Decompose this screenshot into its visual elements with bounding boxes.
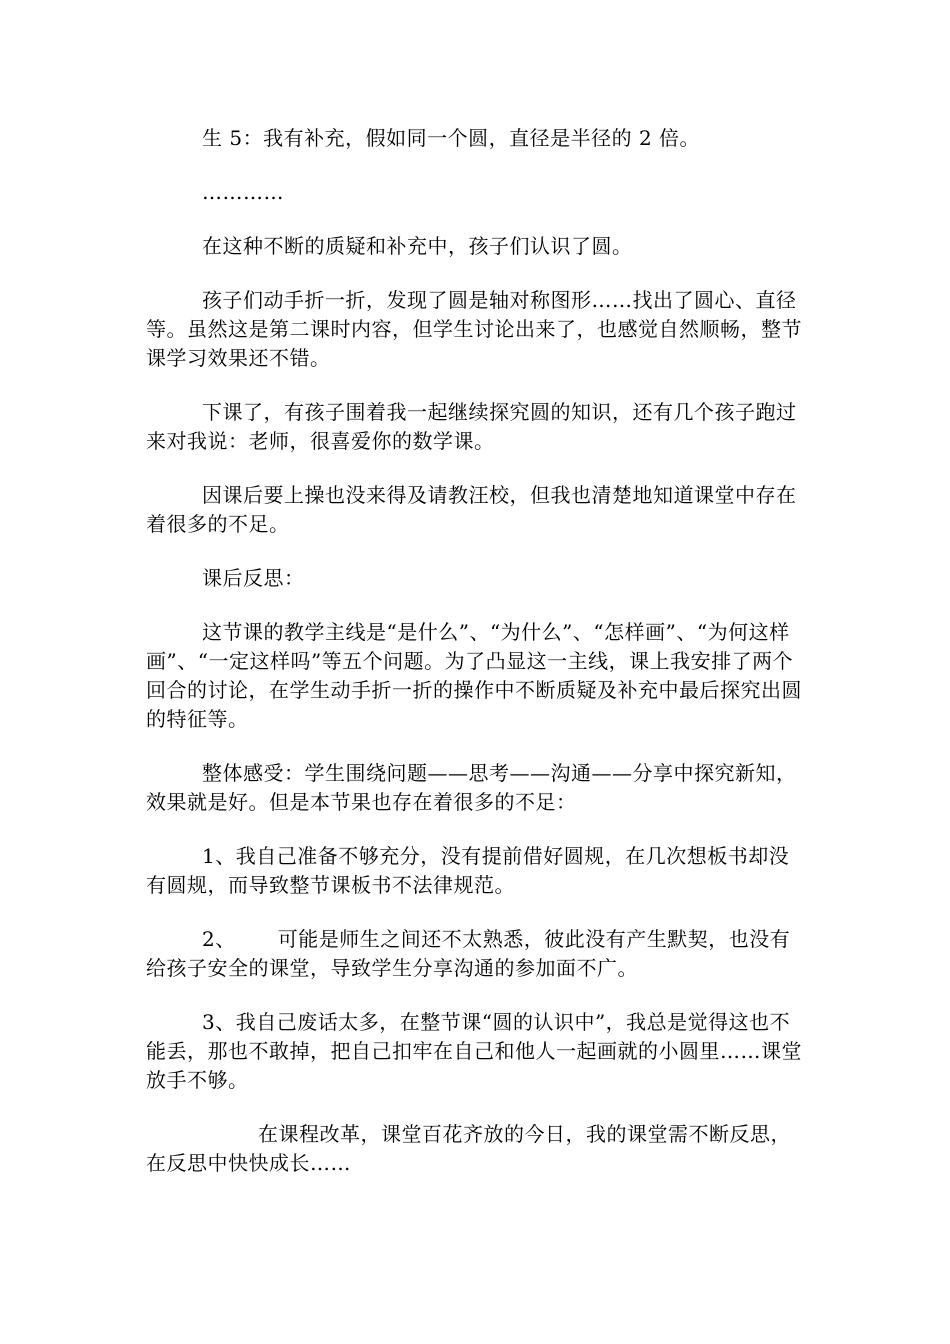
paragraph-recognized-circle: 在这种不断的质疑和补充中，孩子们认识了圆。 [202, 234, 633, 258]
paragraph-after-class: 下课了，有孩子围着我一起继续探究圆的知识，还有几个孩子跑过来对我说：老师，很喜爱你的数学课。 [146, 400, 797, 453]
paragraph-student-5: 生 5：我有补充，假如同一个圆，直径是半径的 2 倍。 [202, 126, 701, 150]
paragraph-point-2 [146, 925, 806, 983]
paragraph-point-3: 3、我自己废话太多，在整节课“圆的认识中”，我总是觉得这也不能丢，那也不敢掉，把自己扣牢在自己和他人一起画就的小圆里……课堂放手不够。 [146, 1010, 802, 1092]
point-2-number: 2、 [202, 927, 236, 951]
paragraph-reflection-heading: 课后反思： [202, 566, 305, 590]
point-2-text: 可能是师生之间还不太熟悉，彼此没有产生默契，也没有给孩子安全的课堂，导致学生分享沟通的参加面不广。 [146, 927, 791, 980]
paragraph-fold-discovery: 孩子们动手折一折，发现了圆是轴对称图形……找出了圆心、直径等。虽然这是第二课时内容，但学生讨论出来了，也感觉自然顺畅，整节课学习效果还不错。 [146, 288, 802, 370]
paragraph-ellipsis: ………… [202, 180, 284, 204]
paragraph-shortcomings: 因课后要上操也没来得及请教汪校，但我也清楚地知道课堂中存在着很多的不足。 [146, 483, 797, 536]
paragraph-main-thread: 这节课的教学主线是“是什么”、“为什么”、“怎样画”、“为何这样画”、“一定这样吗”等五个问题。为了凸显这一主线，课上我安排了两个回合的讨论，在学生动手折一折的操作中不断质疑及补充中最后探究出圆的特征等。 [146, 620, 802, 731]
paragraph-overall-feeling: 整体感受：学生围绕问题——思考——沟通——分享中探究新知，效果就是好。但是本节果也存在着很多的不足： [146, 761, 797, 814]
document-body [146, 124, 806, 1203]
paragraph-point-1: 1、我自己准备不够充分，没有提前借好圆规，在几次想板书却没有圆规，而导致整节课板书不法律规范。 [146, 844, 790, 897]
paragraph-conclusion: 在课程改革，课堂百花齐放的今日，我的课堂需不断反思，在反思中快快成长…… [146, 1122, 791, 1175]
